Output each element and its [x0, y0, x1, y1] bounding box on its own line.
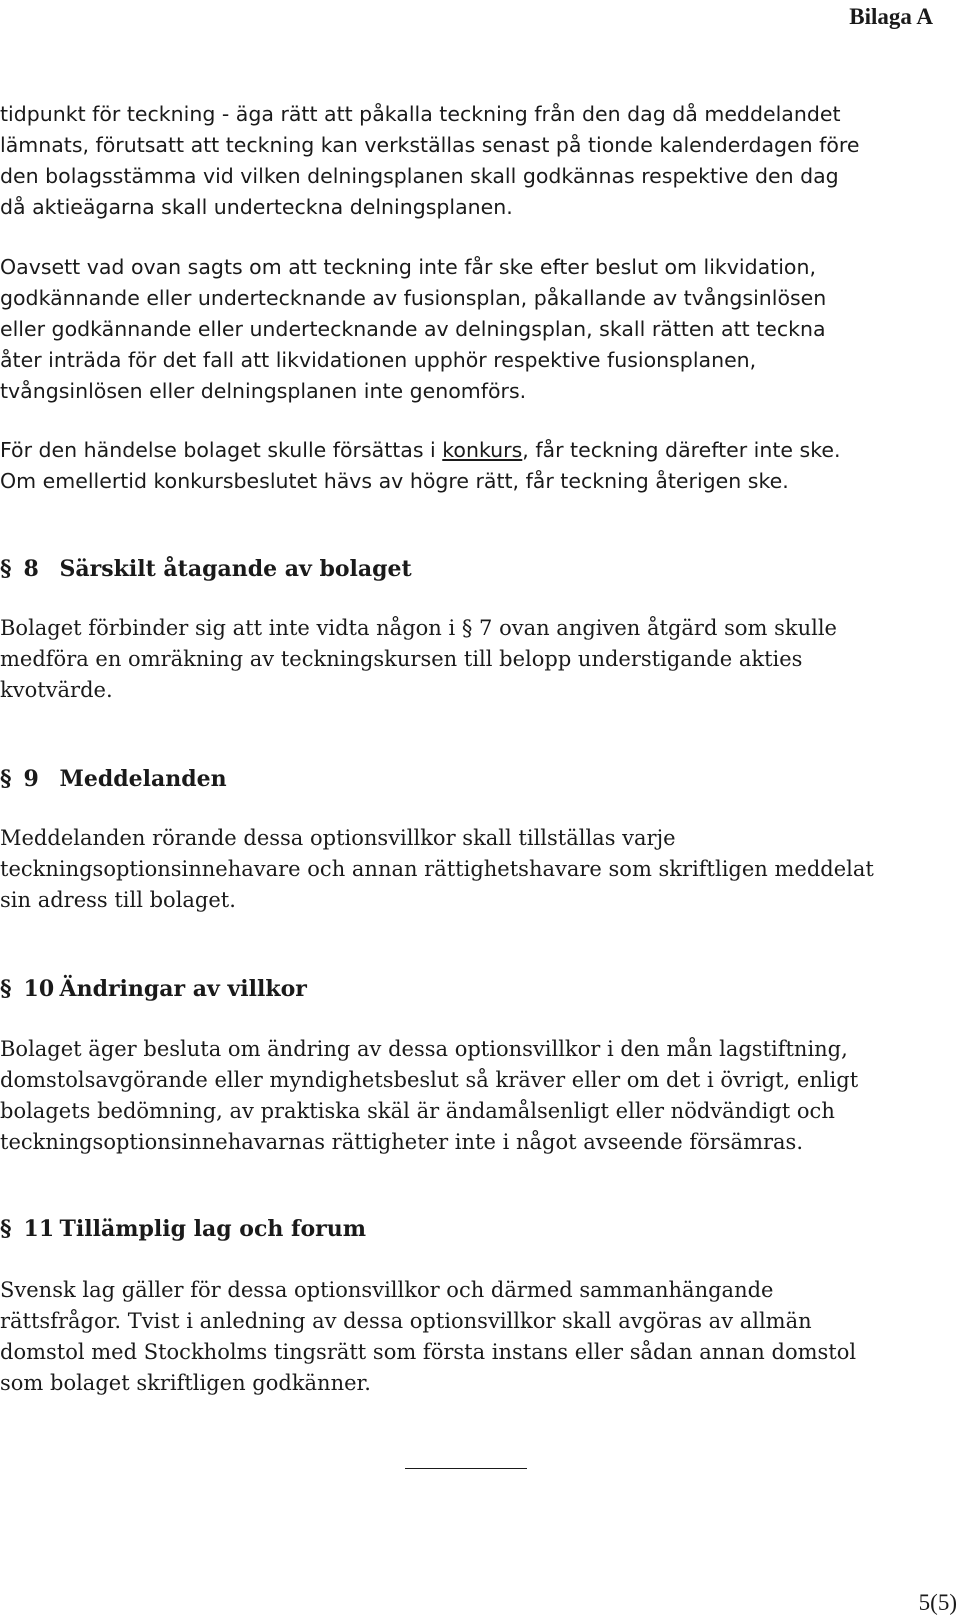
text-line: då aktieägarna skall underteckna delningsplanen. — [0, 195, 513, 219]
section-symbol: § — [0, 976, 12, 1002]
section-symbol: § — [0, 556, 12, 582]
section-heading-9 — [0, 764, 227, 794]
text-line: godkännande eller undertecknande av fusionsplan, påkallande av tvångsinlösen — [0, 286, 827, 310]
paragraph-oavsett — [0, 252, 935, 407]
section-number: 10 — [23, 976, 55, 1002]
text-line: domstol med Stockholms tingsrätt som första instans eller sådan annan domstol — [0, 1340, 857, 1364]
section-symbol: § — [0, 766, 12, 792]
section-symbol: § — [0, 1216, 12, 1242]
section-title: Ändringar av villkor — [59, 976, 307, 1002]
section-heading-10 — [0, 974, 307, 1004]
text-line: sin adress till bolaget. — [0, 888, 236, 912]
text-line: den bolagsstämma vid vilken delningsplanen skall godkännas respektive den dag — [0, 164, 839, 188]
text-line: tvångsinlösen eller delningsplanen inte genomförs. — [0, 379, 527, 403]
section-heading-8 — [0, 554, 412, 584]
section-title: Särskilt åtagande av bolaget — [59, 556, 412, 582]
section-number: 8 — [23, 556, 39, 582]
section-number: 9 — [23, 766, 39, 792]
text-line: Bolaget äger besluta om ändring av dessa optionsvillkor i den mån lagstiftning, — [0, 1037, 848, 1061]
text-line — [0, 435, 935, 466]
paragraph-continuation — [0, 99, 935, 223]
end-rule-divider — [405, 1468, 527, 1469]
text-line: Oavsett vad ovan sagts om att teckning inte får ske efter beslut om likvidation, — [0, 255, 816, 279]
section-number: 11 — [23, 1216, 55, 1242]
text-segment: , får teckning därefter inte ske. — [522, 438, 841, 462]
section-body-10 — [0, 1034, 935, 1158]
text-line: Om emellertid konkursbeslutet hävs av högre rätt, får teckning återigen ske. — [0, 469, 789, 493]
text-line: rättsfrågor. Tvist i anledning av dessa optionsvillkor skall avgöras av allmän — [0, 1309, 812, 1333]
text-line: lämnats, förutsatt att teckning kan verkställas senast på tionde kalenderdagen före — [0, 133, 860, 157]
text-line: Svensk lag gäller för dessa optionsvillkor och därmed sammanhängande — [0, 1278, 774, 1302]
text-segment: För den händelse bolaget skulle försättas i — [0, 438, 443, 462]
text-line: som bolaget skriftligen godkänner. — [0, 1371, 371, 1395]
text-line: Bolaget förbinder sig att inte vidta någon i § 7 ovan angiven åtgärd som skulle — [0, 616, 837, 640]
section-body-11 — [0, 1275, 935, 1399]
text-line: eller godkännande eller undertecknande av delningsplan, skall rätten att teckna — [0, 317, 826, 341]
text-line: medföra en omräkning av teckningskursen till belopp understigande akties — [0, 647, 803, 671]
text-line: teckningsoptionsinnehavare och annan rättighetshavare som skriftligen meddelat — [0, 857, 874, 881]
section-title: Tillämplig lag och forum — [59, 1216, 367, 1242]
section-body-8 — [0, 613, 935, 706]
text-line: tidpunkt för teckning - äga rätt att påkalla teckning från den dag då meddelandet — [0, 102, 841, 126]
text-line: bolagets bedömning, av praktiska skäl är ändamålsenligt eller nödvändigt och — [0, 1099, 835, 1123]
page-number: 5(5) — [918, 1590, 957, 1615]
konkurs-link: konkurs — [442, 438, 523, 462]
text-line: domstolsavgörande eller myndighetsbeslut så kräver eller om det i övrigt, enligt — [0, 1068, 859, 1092]
text-line: Meddelanden rörande dessa optionsvillkor skall tillställas varje — [0, 826, 676, 850]
text-line: åter inträda för det fall att likvidationen upphör respektive fusionsplanen, — [0, 348, 757, 372]
appendix-label: Bilaga A — [849, 4, 933, 29]
section-title: Meddelanden — [59, 766, 227, 792]
section-heading-11 — [0, 1214, 366, 1244]
text-line: teckningsoptionsinnehavarnas rättigheter inte i något avseende försämras. — [0, 1130, 803, 1154]
paragraph-konkurs — [0, 435, 935, 497]
text-line: kvotvärde. — [0, 678, 113, 702]
section-body-9 — [0, 823, 935, 916]
